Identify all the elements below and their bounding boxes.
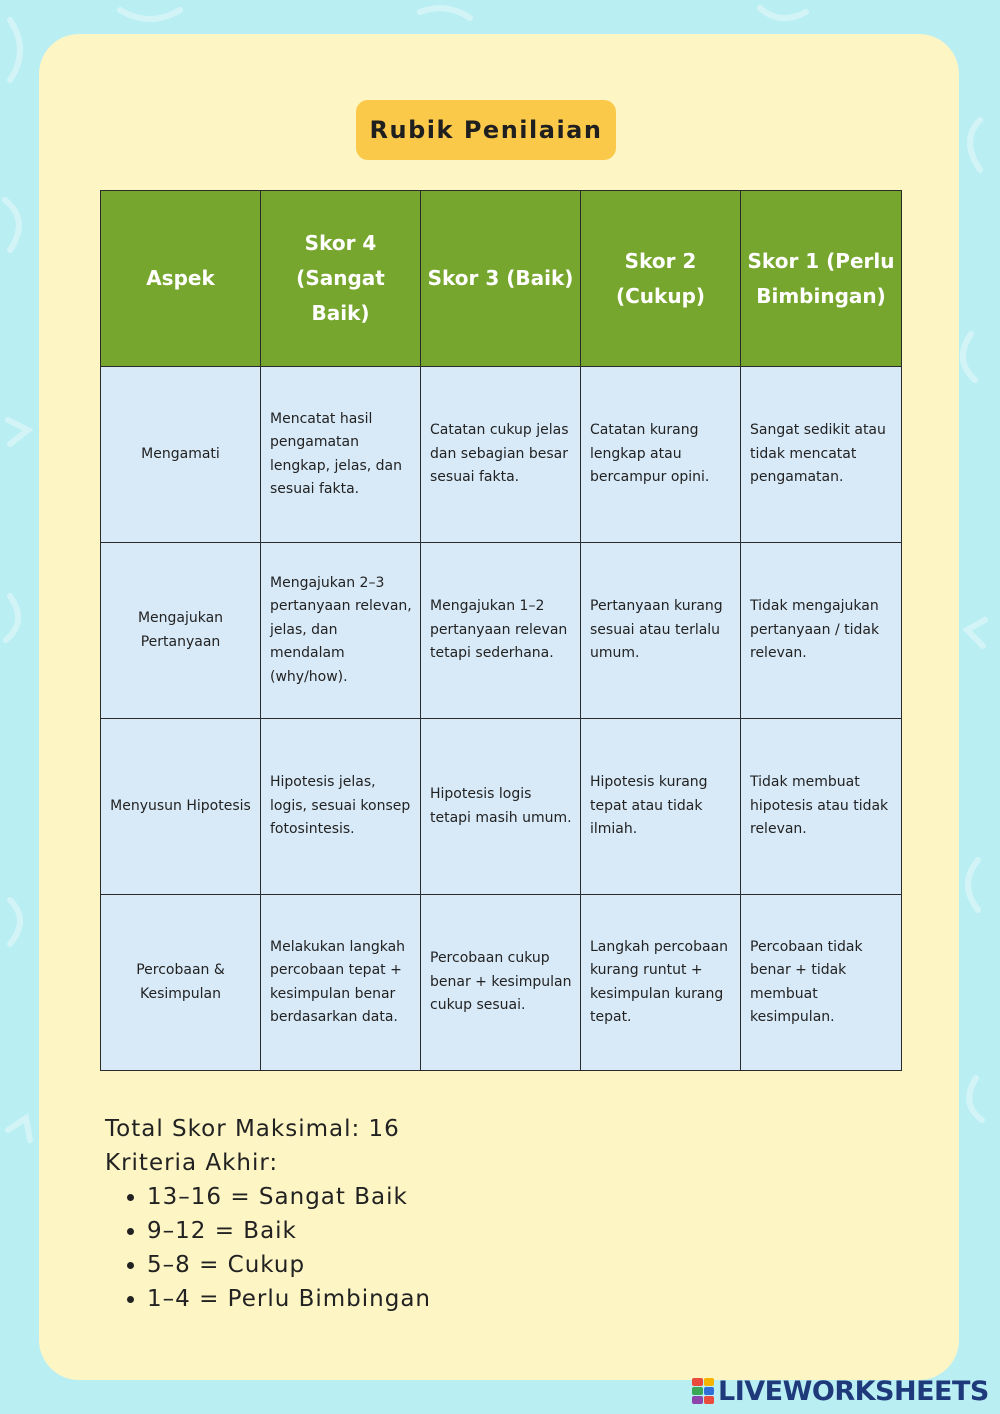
score-4-cell: Mengajukan 2–3 pertanyaan relevan, jelas, dan mendalam (why/how). (261, 543, 421, 719)
score-1-cell: Sangat sedikit atau tidak mencatat pengamatan. (741, 367, 902, 543)
list-item: • 9–12 = Baik (147, 1214, 431, 1248)
liveworksheets-brand[interactable] (692, 1376, 989, 1406)
aspect-cell: Menyusun Hipotesis (101, 719, 261, 895)
list-item: • 13–16 = Sangat Baik (147, 1180, 431, 1214)
header-aspek: Aspek (101, 191, 261, 367)
criteria-list (105, 1180, 431, 1316)
score-4-cell: Mencatat hasil pengamatan lengkap, jelas, dan sesuai fakta. (261, 367, 421, 543)
total-score-text: Total Skor Maksimal: 16 (105, 1116, 400, 1142)
list-item: • 5–8 = Cukup (147, 1248, 431, 1282)
score-3-cell: Percobaan cukup benar + kesimpulan cukup sesuai. (421, 895, 581, 1071)
aspect-cell: Mengajukan Pertanyaan (101, 543, 261, 719)
score-3-cell: Catatan cukup jelas dan sebagian besar sesuai fakta. (421, 367, 581, 543)
score-2-cell: Hipotesis kurang tepat atau tidak ilmiah. (581, 719, 741, 895)
score-3-cell: Hipotesis logis tetapi masih umum. (421, 719, 581, 895)
score-2-cell: Pertanyaan kurang sesuai atau terlalu umum. (581, 543, 741, 719)
rubric-table (100, 190, 902, 1071)
score-4-cell: Hipotesis jelas, logis, sesuai konsep fotosintesis. (261, 719, 421, 895)
page-title: Rubik Penilaian (356, 100, 616, 160)
aspect-cell: Percobaan & Kesimpulan (101, 895, 261, 1071)
table-row (101, 719, 902, 895)
scoring-criteria (105, 1112, 431, 1316)
aspect-cell: Mengamati (101, 367, 261, 543)
score-1-cell: Tidak membuat hipotesis atau tidak relevan. (741, 719, 902, 895)
table-row (101, 543, 902, 719)
criteria-label: Kriteria Akhir: (105, 1150, 279, 1176)
score-1-cell: Tidak mengajukan pertanyaan / tidak relevan. (741, 543, 902, 719)
header-skor-3: Skor 3 (Baik) (421, 191, 581, 367)
liveworksheets-logo-icon (692, 1378, 714, 1404)
header-skor-2: Skor 2 (Cukup) (581, 191, 741, 367)
list-item: • 1–4 = Perlu Bimbingan (147, 1282, 431, 1316)
score-4-cell: Melakukan langkah percobaan tepat + kesimpulan benar berdasarkan data. (261, 895, 421, 1071)
table-row (101, 895, 902, 1071)
brand-name: LIVEWORKSHEETS (718, 1375, 989, 1407)
score-1-cell: Percobaan tidak benar + tidak membuat kesimpulan. (741, 895, 902, 1071)
header-skor-1: Skor 1 (Perlu Bimbingan) (741, 191, 902, 367)
score-2-cell: Catatan kurang lengkap atau bercampur opini. (581, 367, 741, 543)
score-3-cell: Mengajukan 1–2 pertanyaan relevan tetapi sederhana. (421, 543, 581, 719)
header-skor-4: Skor 4 (Sangat Baik) (261, 191, 421, 367)
table-header-row (101, 191, 902, 367)
score-2-cell: Langkah percobaan kurang runtut + kesimpulan kurang tepat. (581, 895, 741, 1071)
table-row (101, 367, 902, 543)
